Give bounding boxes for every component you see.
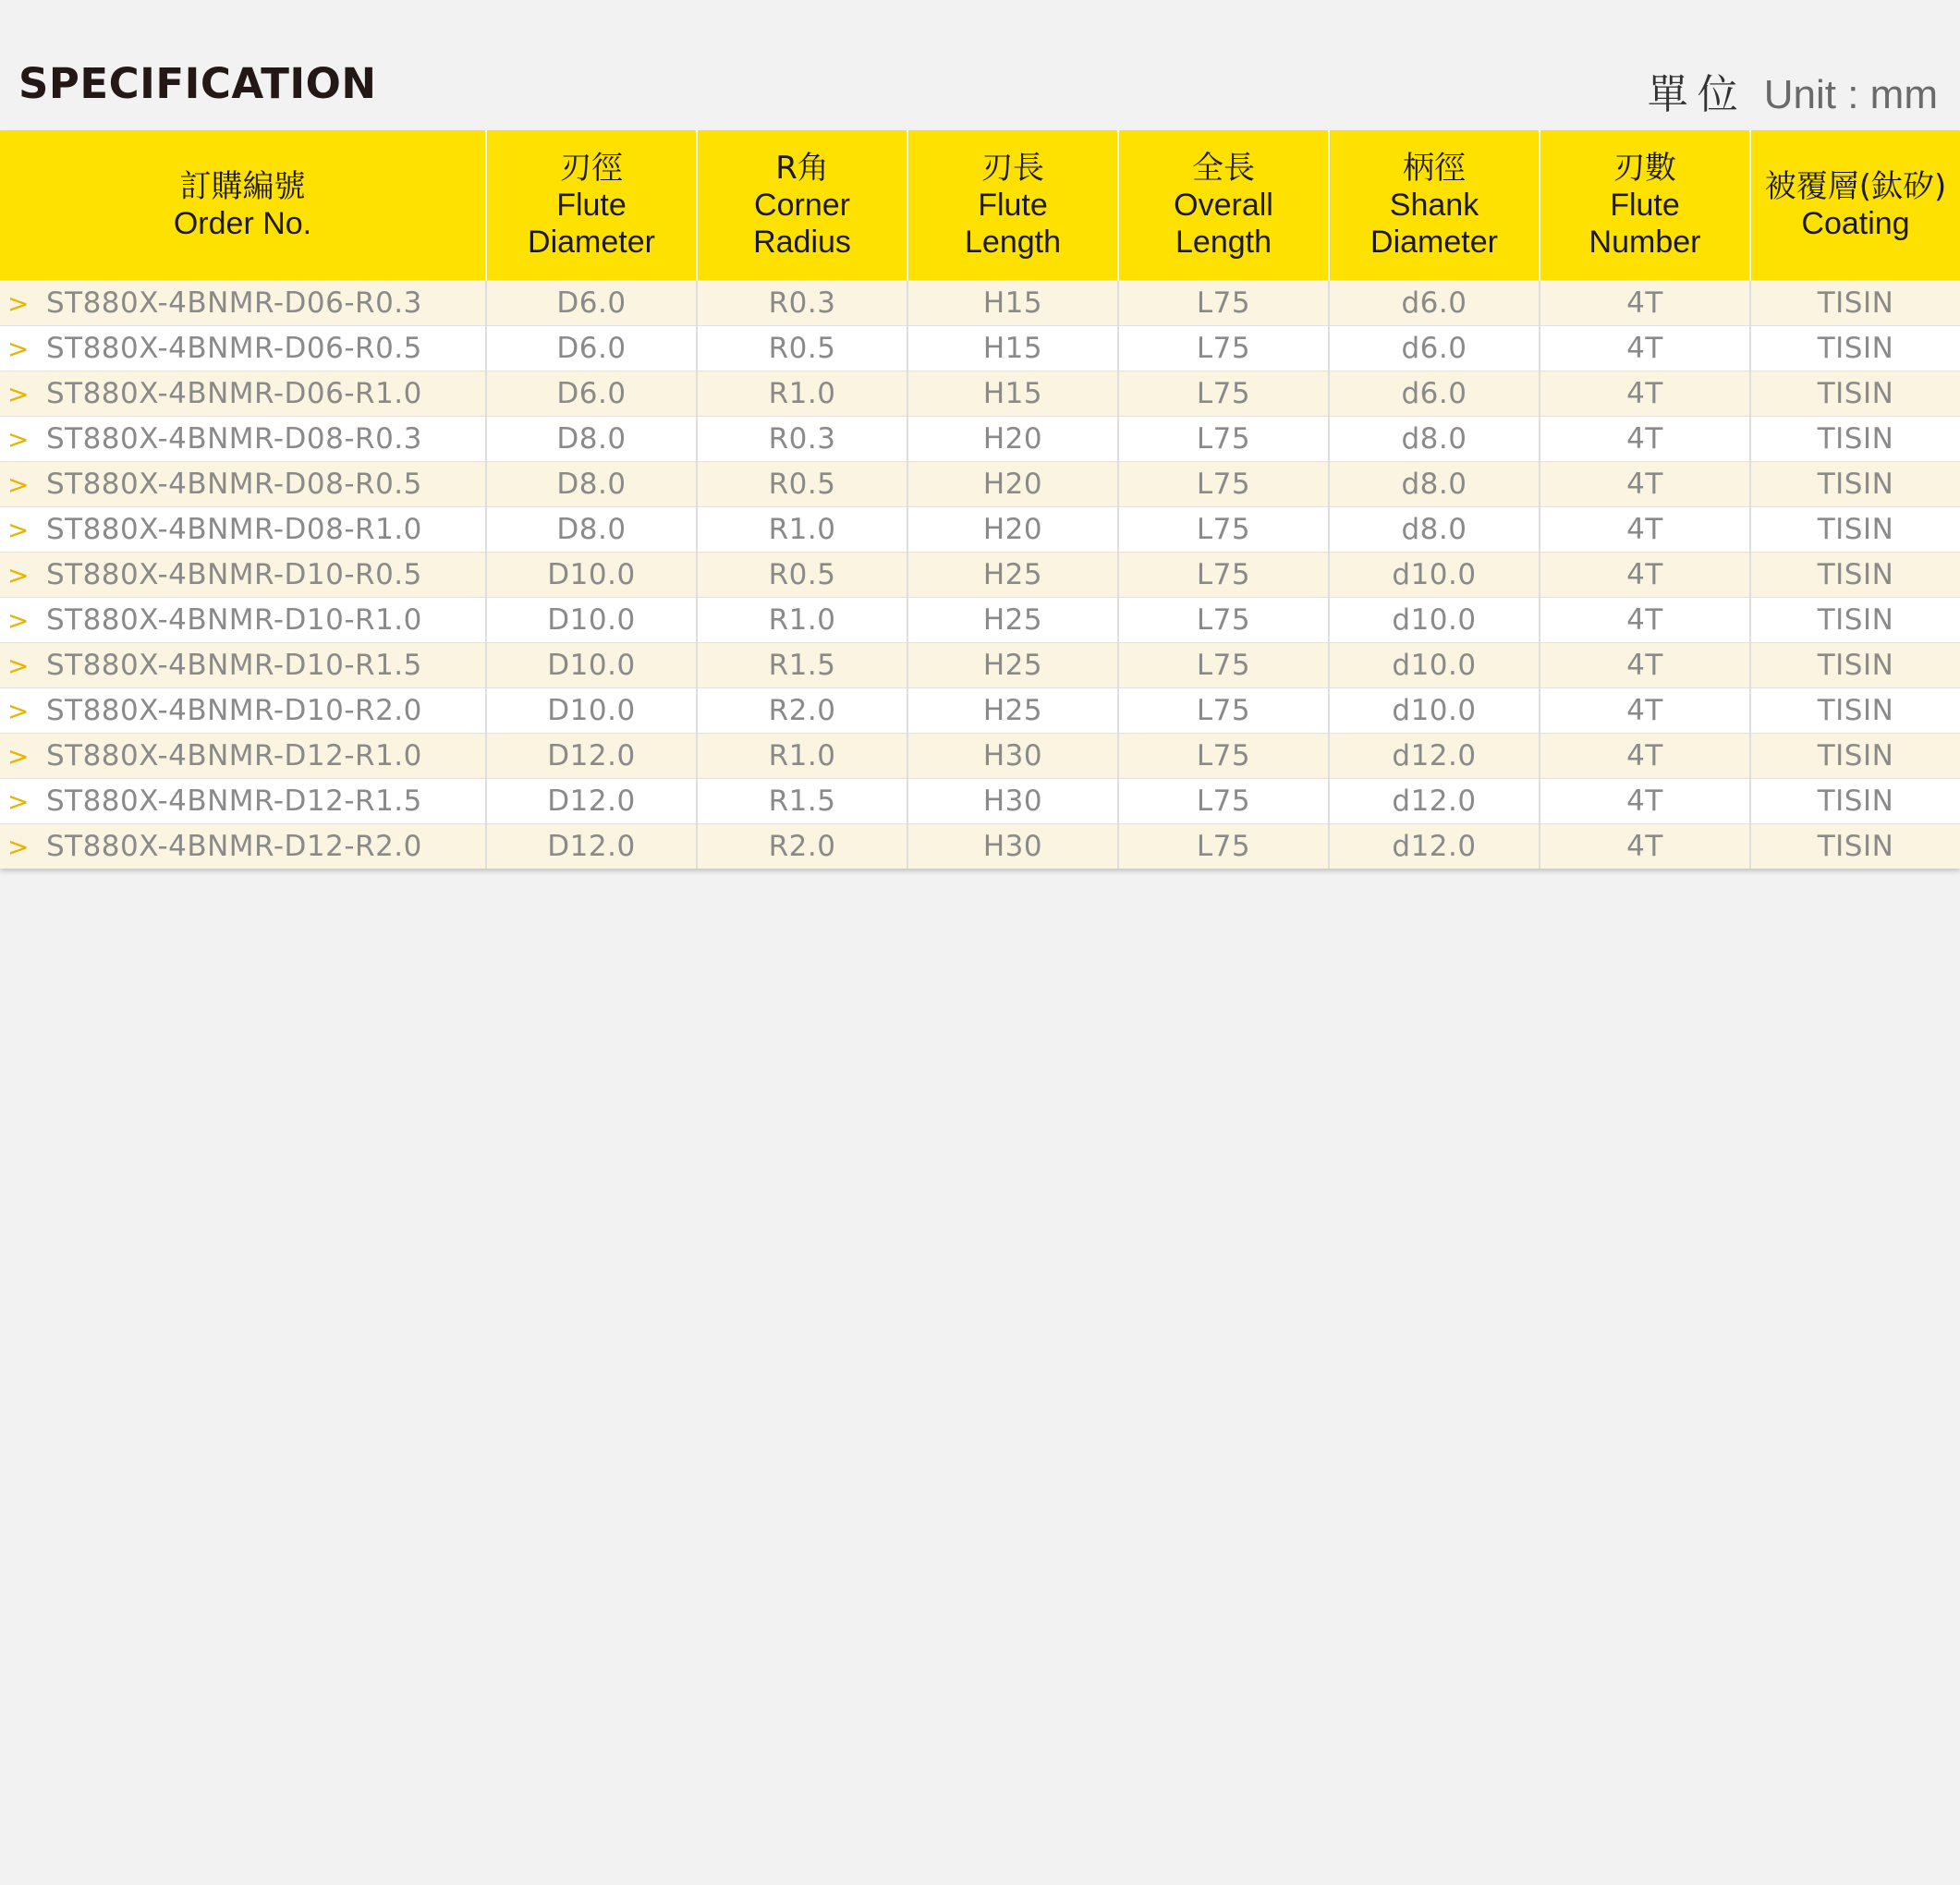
cell-flute-length: H30 (907, 824, 1118, 870)
cell-overall-length: L75 (1118, 417, 1329, 462)
chevron-right-icon: > (7, 741, 30, 772)
column-header-en-line2: Diameter (528, 225, 655, 260)
cell-overall-length: L75 (1118, 688, 1329, 734)
table-row (0, 643, 1960, 688)
column-header-en-line2: Diameter (1370, 225, 1498, 260)
cell-flute-length: H15 (907, 326, 1118, 371)
chevron-right-icon: > (7, 605, 30, 636)
cell-coating: TISIN (1750, 824, 1960, 870)
cell-flute-number: 4T (1540, 734, 1750, 779)
table-row (0, 507, 1960, 553)
cell-coating: TISIN (1750, 281, 1960, 326)
order-number: ST880X-4BNMR-D12-R1.0 (45, 739, 422, 772)
order-number: ST880X-4BNMR-D06-R0.3 (45, 286, 422, 320)
column-header-zh: 訂購編號 (179, 168, 306, 205)
cell-overall-length: L75 (1118, 553, 1329, 598)
chevron-right-icon: > (7, 288, 30, 319)
table-row (0, 553, 1960, 598)
cell-corner-radius: R2.0 (697, 824, 907, 870)
cell-flute-length: H20 (907, 462, 1118, 507)
cell-shank-diameter: d10.0 (1329, 598, 1540, 643)
order-number: ST880X-4BNMR-D10-R1.0 (45, 603, 422, 637)
cell-flute-length: H25 (907, 553, 1118, 598)
cell-coating: TISIN (1750, 371, 1960, 417)
cell-corner-radius: R2.0 (697, 688, 907, 734)
cell-corner-radius: R0.3 (697, 281, 907, 326)
cell-coating: TISIN (1750, 417, 1960, 462)
cell-order-no (0, 326, 486, 371)
cell-flute-number: 4T (1540, 553, 1750, 598)
column-header-en: Flute (556, 188, 627, 223)
cell-flute-length: H25 (907, 598, 1118, 643)
cell-flute-diameter: D8.0 (486, 417, 697, 462)
column-header-flute-length (907, 130, 1118, 281)
cell-shank-diameter: d8.0 (1329, 507, 1540, 553)
cell-coating: TISIN (1750, 326, 1960, 371)
cell-flute-number: 4T (1540, 688, 1750, 734)
cell-order-no (0, 462, 486, 507)
column-header-flute-number (1540, 130, 1750, 281)
cell-flute-diameter: D8.0 (486, 462, 697, 507)
cell-corner-radius: R1.5 (697, 643, 907, 688)
cell-order-no (0, 281, 486, 326)
cell-corner-radius: R1.0 (697, 734, 907, 779)
cell-overall-length: L75 (1118, 598, 1329, 643)
column-header-en: Shank (1389, 188, 1479, 223)
order-number: ST880X-4BNMR-D08-R0.5 (45, 468, 422, 501)
order-number: ST880X-4BNMR-D10-R1.5 (45, 649, 422, 682)
column-header-order-no (0, 130, 486, 281)
cell-shank-diameter: d6.0 (1329, 281, 1540, 326)
cell-order-no (0, 779, 486, 824)
cell-flute-number: 4T (1540, 417, 1750, 462)
chevron-right-icon: > (7, 696, 30, 726)
column-header-coating (1750, 130, 1960, 281)
cell-order-no (0, 643, 486, 688)
cell-flute-number: 4T (1540, 824, 1750, 870)
column-header-en-line2: Length (1175, 225, 1272, 260)
table-row (0, 734, 1960, 779)
column-header-en: Order No. (173, 206, 312, 241)
cell-flute-number: 4T (1540, 643, 1750, 688)
column-header-en: Flute (978, 188, 1048, 223)
column-header-en-line2: Length (965, 225, 1061, 260)
cell-shank-diameter: d8.0 (1329, 462, 1540, 507)
cell-shank-diameter: d10.0 (1329, 688, 1540, 734)
cell-flute-number: 4T (1540, 779, 1750, 824)
cell-coating: TISIN (1750, 462, 1960, 507)
column-header-en: Flute (1610, 188, 1680, 223)
column-header-en-line2: Radius (753, 225, 851, 260)
column-header-zh: 刃數 (1613, 150, 1676, 187)
table-row (0, 326, 1960, 371)
header-row (0, 130, 1960, 281)
cell-overall-length: L75 (1118, 734, 1329, 779)
column-header-zh: 刃徑 (560, 150, 623, 187)
cell-corner-radius: R1.0 (697, 507, 907, 553)
cell-shank-diameter: d6.0 (1329, 371, 1540, 417)
cell-flute-diameter: D6.0 (486, 326, 697, 371)
column-header-corner-radius (697, 130, 907, 281)
cell-coating: TISIN (1750, 779, 1960, 824)
cell-shank-diameter: d12.0 (1329, 734, 1540, 779)
table-body (0, 281, 1960, 870)
unit-label (1648, 61, 1938, 120)
cell-overall-length: L75 (1118, 779, 1329, 824)
table-row (0, 688, 1960, 734)
table-row (0, 371, 1960, 417)
cell-flute-diameter: D10.0 (486, 553, 697, 598)
cell-order-no (0, 371, 486, 417)
cell-flute-length: H20 (907, 417, 1118, 462)
table-header (0, 130, 1960, 281)
table-row (0, 779, 1960, 824)
table-row (0, 281, 1960, 326)
cell-coating: TISIN (1750, 598, 1960, 643)
cell-coating: TISIN (1750, 553, 1960, 598)
column-header-zh: 全長 (1192, 150, 1255, 187)
cell-flute-number: 4T (1540, 371, 1750, 417)
order-number: ST880X-4BNMR-D10-R0.5 (45, 558, 422, 591)
column-header-zh: R角 (775, 150, 829, 187)
order-number: ST880X-4BNMR-D06-R1.0 (45, 377, 422, 410)
cell-corner-radius: R1.0 (697, 371, 907, 417)
cell-corner-radius: R0.5 (697, 326, 907, 371)
specification-table-container (0, 130, 1960, 869)
column-header-en: Coating (1801, 206, 1910, 241)
cell-shank-diameter: d10.0 (1329, 553, 1540, 598)
cell-flute-length: H25 (907, 643, 1118, 688)
cell-order-no (0, 417, 486, 462)
cell-corner-radius: R1.5 (697, 779, 907, 824)
order-number: ST880X-4BNMR-D08-R1.0 (45, 513, 422, 546)
cell-shank-diameter: d6.0 (1329, 326, 1540, 371)
cell-coating: TISIN (1750, 507, 1960, 553)
cell-flute-number: 4T (1540, 281, 1750, 326)
cell-order-no (0, 688, 486, 734)
table-row (0, 462, 1960, 507)
specification-table (0, 130, 1960, 869)
cell-corner-radius: R0.3 (697, 417, 907, 462)
cell-flute-length: H25 (907, 688, 1118, 734)
cell-flute-diameter: D10.0 (486, 688, 697, 734)
cell-coating: TISIN (1750, 734, 1960, 779)
cell-overall-length: L75 (1118, 281, 1329, 326)
column-header-en: Corner (754, 188, 850, 223)
cell-order-no (0, 734, 486, 779)
order-number: ST880X-4BNMR-D12-R1.5 (45, 784, 422, 818)
cell-overall-length: L75 (1118, 507, 1329, 553)
cell-coating: TISIN (1750, 688, 1960, 734)
cell-coating: TISIN (1750, 643, 1960, 688)
cell-flute-diameter: D8.0 (486, 507, 697, 553)
cell-corner-radius: R0.5 (697, 462, 907, 507)
cell-flute-diameter: D12.0 (486, 824, 697, 870)
cell-flute-diameter: D12.0 (486, 779, 697, 824)
cell-order-no (0, 598, 486, 643)
cell-flute-length: H20 (907, 507, 1118, 553)
cell-overall-length: L75 (1118, 326, 1329, 371)
order-number: ST880X-4BNMR-D12-R2.0 (45, 830, 422, 863)
page-title: SPECIFICATION (18, 59, 377, 108)
cell-flute-diameter: D10.0 (486, 598, 697, 643)
cell-order-no (0, 553, 486, 598)
cell-flute-number: 4T (1540, 598, 1750, 643)
cell-flute-number: 4T (1540, 462, 1750, 507)
table-row (0, 824, 1960, 870)
cell-overall-length: L75 (1118, 462, 1329, 507)
order-number: ST880X-4BNMR-D06-R0.5 (45, 332, 422, 365)
column-header-en: Overall (1174, 188, 1273, 223)
chevron-right-icon: > (7, 424, 30, 455)
column-header-flute-diameter (486, 130, 697, 281)
cell-overall-length: L75 (1118, 371, 1329, 417)
cell-shank-diameter: d8.0 (1329, 417, 1540, 462)
cell-overall-length: L75 (1118, 824, 1329, 870)
cell-shank-diameter: d12.0 (1329, 824, 1540, 870)
cell-shank-diameter: d10.0 (1329, 643, 1540, 688)
cell-flute-diameter: D6.0 (486, 371, 697, 417)
cell-corner-radius: R1.0 (697, 598, 907, 643)
unit-label-zh: 單位 (1647, 72, 1747, 117)
chevron-right-icon: > (7, 379, 30, 409)
chevron-right-icon: > (7, 832, 30, 862)
cell-flute-diameter: D10.0 (486, 643, 697, 688)
column-header-shank-diameter (1329, 130, 1540, 281)
chevron-right-icon: > (7, 515, 30, 545)
chevron-right-icon: > (7, 469, 30, 500)
unit-label-en: Unit : mm (1763, 72, 1938, 117)
cell-flute-diameter: D6.0 (486, 281, 697, 326)
column-header-overall-length (1118, 130, 1329, 281)
cell-flute-number: 4T (1540, 507, 1750, 553)
cell-flute-length: H15 (907, 371, 1118, 417)
cell-flute-length: H15 (907, 281, 1118, 326)
column-header-zh: 柄徑 (1403, 150, 1466, 187)
table-row (0, 417, 1960, 462)
column-header-en-line2: Number (1589, 225, 1701, 260)
cell-overall-length: L75 (1118, 643, 1329, 688)
chevron-right-icon: > (7, 334, 30, 364)
cell-shank-diameter: d12.0 (1329, 779, 1540, 824)
cell-order-no (0, 824, 486, 870)
cell-flute-diameter: D12.0 (486, 734, 697, 779)
column-header-zh: 被覆層(鈦矽) (1764, 168, 1947, 205)
chevron-right-icon: > (7, 560, 30, 590)
table-row (0, 598, 1960, 643)
cell-order-no (0, 507, 486, 553)
chevron-right-icon: > (7, 651, 30, 681)
cell-corner-radius: R0.5 (697, 553, 907, 598)
order-number: ST880X-4BNMR-D08-R0.3 (45, 422, 422, 456)
chevron-right-icon: > (7, 786, 30, 817)
cell-flute-length: H30 (907, 779, 1118, 824)
cell-flute-number: 4T (1540, 326, 1750, 371)
order-number: ST880X-4BNMR-D10-R2.0 (45, 694, 422, 727)
cell-flute-length: H30 (907, 734, 1118, 779)
column-header-zh: 刃長 (981, 150, 1044, 187)
